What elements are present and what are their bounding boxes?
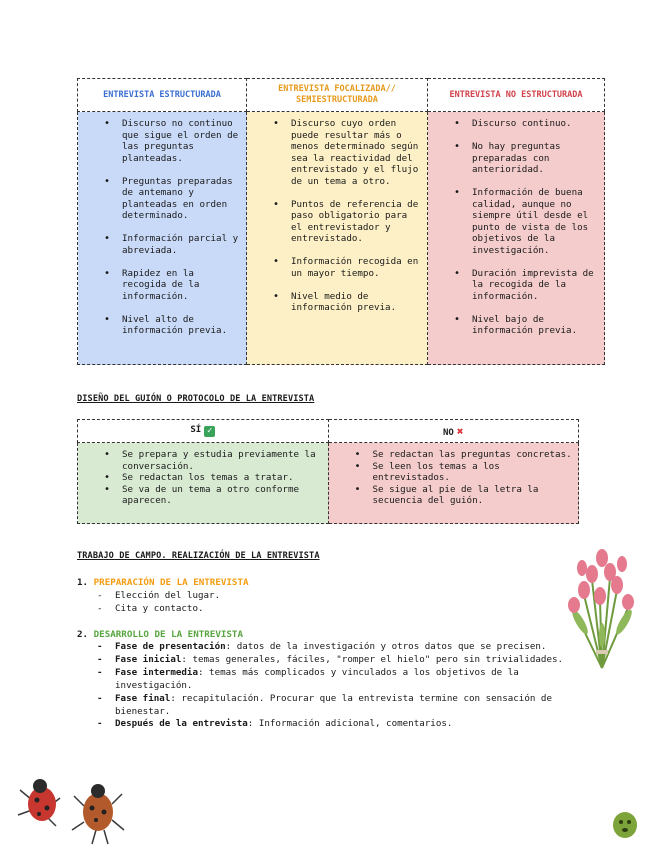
list-item: • Se prepara y estudia previamente la conversación. (78, 449, 322, 472)
header-unstructured: ENTREVISTA NO ESTRUCTURADA (428, 79, 605, 112)
guion-table (77, 419, 579, 524)
no-cell (328, 443, 579, 524)
green-blob-icon (610, 808, 640, 840)
list-item (97, 693, 575, 719)
section-number: 1. (77, 577, 89, 588)
list-item (97, 667, 575, 693)
phase-text: : temas más complicados y vinculados a los objetivos de la investigación. (115, 666, 519, 691)
list-item: • Se va de un tema a otro conforme aparecen. (78, 484, 322, 507)
ladybug-icon (12, 760, 127, 845)
list-item: - Cita y contacto. (97, 602, 220, 615)
list-item: • Preguntas preparadas de antemano y planteadas en orden determinado. (78, 176, 242, 222)
tulip-bouquet-icon (562, 540, 642, 670)
phase-label: Fase inicial (115, 653, 182, 665)
list-item (97, 654, 575, 667)
phase-label: Fase intermedia (115, 666, 198, 678)
header-no (328, 420, 579, 443)
list-item: • No hay preguntas preparadas con anterioridad. (428, 141, 600, 176)
list-item: • Discurso cuyo orden puede resultar más o menos determinado según sea la reactividad del entrevistado y el flujo de un tema a otro. (247, 118, 423, 187)
section-title: DESARROLLO DE LA ENTREVISTA (93, 629, 243, 640)
phase-text: : recapitulación. Procurar que la entrevista termine con sensación de bienestar. (115, 692, 552, 717)
phase-text: : datos de la investigación y otros datos que se precisen. (225, 641, 547, 652)
list-item: • Se redactan las preguntas concretas. (329, 449, 573, 461)
focused-cell (247, 112, 428, 365)
list-item: • Se redactan los temas a tratar. (78, 472, 322, 484)
phases-list (97, 641, 575, 731)
header-structured: ENTREVISTA ESTRUCTURADA (78, 79, 247, 112)
list-item: • Rapidez en la recogida de la información. (78, 268, 242, 303)
section-preparation (77, 576, 249, 589)
list-item: • Información de buena calidad, aunque no siempre útil desde el punto de vista de los objetivos de la investigación. (428, 187, 600, 256)
structured-cell (78, 112, 247, 365)
yes-label: SÍ (190, 425, 202, 435)
phase-label: Después de la entrevista (115, 718, 248, 730)
section-number: 2. (77, 629, 89, 640)
cross-mark-icon: ✖ (456, 424, 464, 438)
list-item: • Se sigue al pie de la letra la secuencia del guión. (329, 484, 573, 507)
header-focused: ENTREVISTA FOCALIZADA// SEMIESTRUCTURADA (247, 79, 428, 112)
list-item: • Discurso no continuo que sigue el orden de las preguntas planteadas. (78, 118, 242, 164)
section-title: PREPARACIÓN DE LA ENTREVISTA (93, 577, 249, 588)
list-item: • Puntos de referencia de paso obligatorio para el entrevistador y entrevistado. (247, 199, 423, 245)
list-item (97, 641, 575, 654)
list-item: - Elección del lugar. (97, 589, 220, 602)
yes-cell (78, 443, 329, 524)
heading-campo: TRABAJO DE CAMPO. REALIZACIÓN DE LA ENTREVISTA (77, 551, 320, 561)
phase-text: : Información adicional, comentarios. (247, 718, 453, 730)
list-item (97, 718, 575, 731)
header-yes (78, 420, 329, 443)
list-item: • Nivel medio de información previa. (247, 291, 423, 314)
list-item: • Información parcial y abreviada. (78, 233, 242, 256)
no-label: NO (443, 427, 454, 438)
section-development (77, 628, 243, 641)
preparation-list (97, 589, 220, 615)
phase-label: Fase de presentación (115, 641, 226, 652)
phase-label: Fase final (115, 692, 171, 704)
list-item: • Discurso continuo. (428, 118, 600, 130)
list-item: • Nivel alto de información previa. (78, 314, 242, 337)
list-item: • Nivel bajo de información previa. (428, 314, 600, 337)
heading-guion: DISEÑO DEL GUIÓN O PROTOCOLO DE LA ENTREVISTA (77, 394, 315, 404)
unstructured-cell (428, 112, 605, 365)
phase-text: : temas generales, fáciles, "romper el hielo" pero sin trivialidades. (181, 653, 564, 665)
list-item: • Duración imprevista de la recogida de la información. (428, 268, 600, 303)
list-item: • Información recogida en un mayor tiempo. (247, 256, 423, 279)
list-item: • Se leen los temas a los entrevistados. (329, 461, 573, 484)
interview-types-table (77, 78, 605, 365)
check-mark-icon: ✓ (204, 426, 215, 437)
